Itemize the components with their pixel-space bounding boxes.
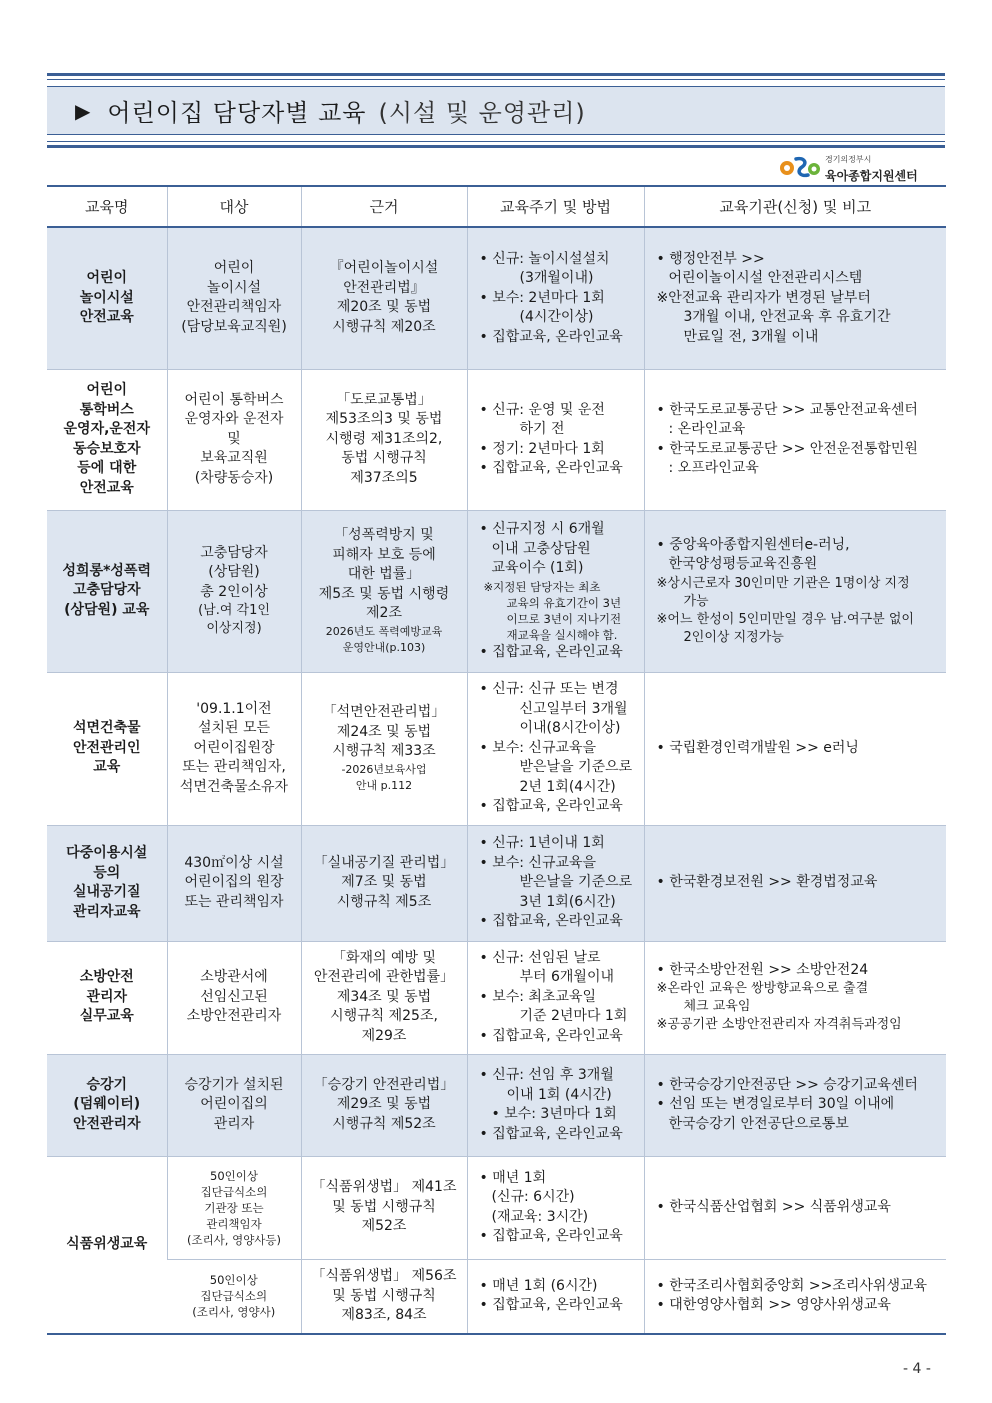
education-name: 안전교육 xyxy=(79,479,134,496)
basis-text: 제24조 및 동법 xyxy=(336,723,432,740)
method-cell xyxy=(467,369,644,510)
method-text: 3년 1회(6시간) xyxy=(519,893,616,910)
method-text: • 보수: 신규교육을 xyxy=(479,739,597,756)
basis-cell xyxy=(301,941,467,1054)
basis-text: 제29조 및 동법 xyxy=(336,1096,432,1113)
method-text: 2년 1회(4시간) xyxy=(519,778,616,795)
basis-text: 제52조 xyxy=(361,1218,407,1235)
table-row xyxy=(47,825,946,941)
org-cell xyxy=(644,1156,946,1259)
basis-text: 「성폭력방지 및 xyxy=(334,527,434,544)
basis-cell xyxy=(301,1156,467,1259)
page-number: - 4 - xyxy=(903,1361,931,1377)
education-name: 식품위생교육 xyxy=(66,1236,148,1252)
col-header-basis: 근거 xyxy=(301,186,467,227)
education-name: 다중이용시설 xyxy=(66,845,148,861)
basis-text: 제5조 및 동법 시행령 xyxy=(318,585,450,602)
method-text: • 집합교육, 온라인교육 xyxy=(479,798,623,815)
basis-cell xyxy=(301,227,467,369)
basis-text: 제37조의5 xyxy=(350,469,418,486)
play-arrow-icon: ▶ xyxy=(75,98,92,123)
method-text: • 신규: 운영 및 운전 xyxy=(479,401,605,418)
method-text: 이내 고충상담원 xyxy=(491,540,591,557)
org-text: • 선임 또는 변경일로부터 30일 이내에 xyxy=(656,1096,895,1113)
table-row xyxy=(47,672,946,825)
method-note: ※지정된 담당자는 최초 xyxy=(483,579,601,594)
method-text: 하기 전 xyxy=(519,421,565,437)
banner-bottom-rule xyxy=(47,145,945,148)
basis-text: -2026년보육사업 xyxy=(341,762,427,776)
basis-text: 제7조 및 동법 xyxy=(341,874,427,891)
education-name: 성희롱*성폭력 xyxy=(62,562,151,579)
basis-cell xyxy=(301,672,467,825)
method-note: 재교육을 실시해야 함. xyxy=(506,627,618,642)
org-cell xyxy=(644,825,946,941)
org-text: • 국립환경인력개발원 >> e러닝 xyxy=(656,739,859,756)
education-name: 관리자 xyxy=(86,988,128,1005)
method-text: • 집합교육, 온라인교육 xyxy=(479,1228,623,1244)
method-text: • 신규: 신규 또는 변경 xyxy=(479,681,619,698)
org-text: : 오프라인교육 xyxy=(668,460,759,476)
target-text: 선임신고된 xyxy=(200,988,268,1005)
basis-text: 「승강기 안전관리법」 xyxy=(313,1076,455,1093)
method-text: • 보수: 신규교육을 xyxy=(479,854,597,871)
method-text: (신규: 6시간) xyxy=(491,1189,575,1205)
org-text: 한국승강기 안전공단으로통보 xyxy=(668,1115,849,1132)
method-text: • 매년 1회 (6시간) xyxy=(479,1277,598,1294)
method-text: 받은날을 기준으로 xyxy=(519,759,633,776)
target-text: 운영자와 운전자 xyxy=(184,411,284,428)
target-text: 또는 관리책임자, xyxy=(182,759,286,776)
target-text: (조리사, 영양사) xyxy=(192,1305,276,1320)
org-text: • 한국승강기안전공단 >> 승강기교육센터 xyxy=(656,1076,918,1093)
table-row xyxy=(47,369,946,510)
education-name: 안전관리인 xyxy=(72,739,141,756)
method-text: 받은날을 기준으로 xyxy=(519,874,633,891)
org-cell xyxy=(644,1259,946,1334)
method-note: 교육의 유효기간이 3년 xyxy=(506,595,622,610)
target-text: 승강기가 설치된 xyxy=(184,1076,284,1093)
method-text: • 보수: 최초교육일 xyxy=(479,988,597,1005)
method-text: • 신규지정 시 6개월 xyxy=(479,521,605,537)
basis-text: 제2조 xyxy=(366,605,402,622)
col-header-method: 교육주기 및 방법 xyxy=(467,186,644,227)
basis-text: 및 동법 시행규칙 xyxy=(332,1198,436,1215)
basis-text: 「도로교통법」 xyxy=(336,391,432,408)
basis-text: 안내 p.112 xyxy=(355,778,413,792)
org-text: • 한국식품산업협회 >> 식품위생교육 xyxy=(656,1198,891,1215)
target-cell xyxy=(167,825,301,941)
target-cell xyxy=(167,227,301,369)
org-note: 체크 교육임 xyxy=(683,999,751,1015)
method-cell xyxy=(467,941,644,1054)
method-cell xyxy=(467,1259,644,1334)
education-name-cell xyxy=(47,672,167,825)
target-text: 50인이상 xyxy=(210,1168,258,1183)
org-note: ※공공기관 소방안전관리자 자격취득과정임 xyxy=(656,1017,902,1033)
target-text: 집단급식소의 xyxy=(200,1184,268,1199)
basis-text: 제29조 xyxy=(361,1027,407,1044)
education-name: 실무교육 xyxy=(79,1008,134,1025)
target-text: 또는 관리책임자 xyxy=(184,893,284,910)
method-cell xyxy=(467,1054,644,1156)
basis-cell xyxy=(301,825,467,941)
target-text: (조리사, 영양사등) xyxy=(186,1232,282,1247)
education-name-cell xyxy=(47,825,167,941)
education-name: 어린이 xyxy=(86,270,128,286)
target-text: (차량동승자) xyxy=(194,469,274,486)
method-text: • 보수: 2년마다 1회 xyxy=(479,289,605,306)
basis-text: 시행규칙 제25조, xyxy=(330,1008,438,1025)
basis-text: 동법 시행규칙 xyxy=(341,450,427,467)
table-row xyxy=(47,1259,946,1334)
education-name: 안전관리자 xyxy=(72,1115,141,1132)
education-name: 승강기 xyxy=(86,1076,128,1093)
table-header-row xyxy=(47,186,946,227)
logo-region-text: 경기의정부시 xyxy=(825,155,872,164)
org-note: ※상시근로자 30인미만 기관은 1명이상 지정 xyxy=(656,575,910,591)
org-text: • 한국도로교통공단 >> 안전운전통합민원 xyxy=(656,440,918,457)
education-name: 등의 xyxy=(93,864,121,881)
target-text: 어린이 xyxy=(213,260,255,277)
banner-box xyxy=(47,86,945,135)
basis-text: 제83조, 84조 xyxy=(341,1307,427,1323)
basis-cell xyxy=(301,510,467,672)
education-name: 소방안전 xyxy=(79,969,134,986)
education-table xyxy=(47,185,946,1335)
basis-cell xyxy=(301,369,467,510)
method-text: 이내(8시간이상) xyxy=(519,720,621,737)
basis-text: 시행규칙 제33조 xyxy=(332,743,436,760)
target-cell xyxy=(167,1054,301,1156)
basis-text: 및 동법 시행규칙 xyxy=(332,1287,436,1304)
target-text: 소방관서에 xyxy=(200,969,268,986)
basis-text: 제53조의3 및 동법 xyxy=(325,411,443,428)
target-cell xyxy=(167,1156,301,1259)
target-cell xyxy=(167,672,301,825)
education-name: 안전교육 xyxy=(79,309,134,325)
method-text: 이내 1회 (4시간) xyxy=(506,1086,612,1103)
education-name: 실내공기질 xyxy=(72,884,141,900)
education-name: 동승보호자 xyxy=(72,440,141,457)
basis-text: 시행규칙 제5조 xyxy=(336,893,432,910)
org-text: 어린이놀이시설 안전관리시스템 xyxy=(668,270,863,286)
center-logo xyxy=(778,152,948,182)
target-text: (담당보육교직원) xyxy=(181,318,287,335)
col-header-org: 교육기관(신청) 및 비고 xyxy=(644,186,946,227)
method-text: • 신규: 선임된 날로 xyxy=(479,949,601,966)
education-name: 관리자교육 xyxy=(72,903,141,920)
education-name: 석면건축물 xyxy=(72,720,141,737)
education-name: 놀이시설 xyxy=(79,289,134,306)
table-row xyxy=(47,1156,946,1259)
org-note: ※온라인 교육은 쌍방향교육으로 출결 xyxy=(656,981,869,997)
basis-text: 안전관리법』 xyxy=(343,279,425,296)
target-text: 관리자 xyxy=(213,1115,255,1132)
education-name: (상담원) 교육 xyxy=(64,601,150,618)
education-name-cell xyxy=(47,1054,167,1156)
org-cell xyxy=(644,941,946,1054)
basis-text: 대한 법률」 xyxy=(347,566,421,583)
method-text: • 집합교육, 온라인교육 xyxy=(479,643,623,660)
org-text: 한국양성평등교육진흥원 xyxy=(668,556,818,572)
org-text: 만료일 전, 3개월 이내 xyxy=(683,328,819,345)
title-banner xyxy=(47,73,945,148)
org-cell xyxy=(644,672,946,825)
method-text: (4시간이상) xyxy=(519,309,594,325)
basis-text: 시행령 제31조의2, xyxy=(325,430,443,447)
target-cell xyxy=(167,941,301,1054)
education-name-cell xyxy=(47,941,167,1054)
education-name-cell xyxy=(47,227,167,369)
center-logo-icon xyxy=(778,153,822,181)
banner-top-rule xyxy=(47,73,945,76)
org-cell xyxy=(644,369,946,510)
education-name: 통학버스 xyxy=(79,401,134,418)
org-text: • 한국소방안전원 >> 소방안전24 xyxy=(656,961,869,978)
target-text: 총 2인이상 xyxy=(200,583,268,600)
method-text: • 보수: 3년마다 1회 xyxy=(491,1106,617,1122)
org-note: 가능 xyxy=(683,593,709,609)
target-text: 설치된 모든 xyxy=(197,720,271,737)
org-text: • 한국조리사협회중앙회 >>조리사위생교육 xyxy=(656,1277,928,1294)
method-text: • 정기: 2년마다 1회 xyxy=(479,440,605,457)
org-text: • 행정안전부 >> xyxy=(656,250,765,267)
target-text: 보육교직원 xyxy=(200,450,268,467)
target-text: 석면건축물소유자 xyxy=(179,778,289,795)
method-cell xyxy=(467,672,644,825)
basis-text: 「화재의 예방 및 xyxy=(331,949,437,966)
method-text: (3개월이내) xyxy=(519,270,594,286)
table-row xyxy=(47,227,946,369)
target-text: (상담원) xyxy=(208,564,260,581)
basis-text: 시행규칙 제52조 xyxy=(332,1115,436,1132)
target-cell xyxy=(167,1259,301,1334)
method-text: • 집합교육, 온라인교육 xyxy=(479,328,623,345)
org-text: : 온라인교육 xyxy=(668,421,746,437)
target-text: 50인이상 xyxy=(209,1273,258,1288)
target-text: (남.여 각1인 xyxy=(198,603,270,619)
basis-text: 운영안내(p.103) xyxy=(342,640,426,654)
target-cell xyxy=(167,369,301,510)
target-text: 소방안전관리자 xyxy=(186,1008,282,1025)
basis-text: 「식품위생법」 제41조 xyxy=(311,1179,457,1196)
method-text: • 신규: 선임 후 3개월 xyxy=(479,1067,614,1083)
target-text: 고충담당자 xyxy=(200,544,268,561)
target-text: 이상지정) xyxy=(206,621,262,637)
org-text: • 한국도로교통공단 >> 교통안전교육센터 xyxy=(656,401,918,418)
org-note: ※어느 한성이 5인미만일 경우 남.여구분 없이 xyxy=(656,611,914,627)
org-text: 3개월 이내, 안전교육 후 유효기간 xyxy=(683,309,891,325)
banner-top-thin-rule xyxy=(47,79,945,80)
page-subtitle: (시설 및 운영관리) xyxy=(378,99,586,127)
method-cell xyxy=(467,825,644,941)
col-header-name: 교육명 xyxy=(47,186,167,227)
method-cell xyxy=(467,227,644,369)
basis-text: 「실내공기질 관리법」 xyxy=(313,854,455,871)
method-text: • 집합교육, 온라인교육 xyxy=(479,1027,623,1044)
method-text: • 매년 1회 xyxy=(479,1169,547,1186)
basis-text: 『어린이놀이시설 xyxy=(329,260,439,277)
method-text: 신고일부터 3개월 xyxy=(519,700,628,717)
target-cell xyxy=(167,510,301,672)
method-text: • 집합교육, 온라인교육 xyxy=(479,913,623,930)
method-text: • 집합교육, 온라인교육 xyxy=(479,1125,623,1142)
education-name: 등에 대한 xyxy=(77,460,137,476)
target-text: 어린이집원장 xyxy=(193,739,275,756)
basis-text: 제34조 및 동법 xyxy=(336,988,432,1005)
target-text: 관리책임자 xyxy=(206,1216,262,1231)
target-text: 놀이시설 xyxy=(206,279,262,296)
org-text: • 대한영양사협회 >> 영양사위생교육 xyxy=(656,1297,891,1314)
table-row xyxy=(47,510,946,672)
table-row xyxy=(47,941,946,1054)
org-text: • 중앙육아종합지원센터e-러닝, xyxy=(656,536,850,553)
basis-text: 「석면안전관리법」 xyxy=(322,704,446,721)
method-text: • 신규: 1년이내 1회 xyxy=(479,835,605,852)
basis-text: 2026년도 폭력예방교육 xyxy=(325,624,443,638)
education-name-cell xyxy=(47,369,167,510)
target-text: 및 xyxy=(227,430,241,447)
basis-text: 시행규칙 제20조 xyxy=(332,318,436,335)
method-text: 기준 2년마다 1회 xyxy=(519,1008,628,1025)
method-text: (재교육: 3시간) xyxy=(491,1208,589,1225)
target-text: '09.1.1이전 xyxy=(196,700,272,717)
method-text: • 집합교육, 온라인교육 xyxy=(479,1297,623,1314)
education-name: 어린이 xyxy=(86,382,128,398)
table-row xyxy=(47,1054,946,1156)
org-text: • 한국환경보전원 >> 환경법정교육 xyxy=(656,874,878,891)
education-name-cell xyxy=(47,1156,167,1334)
basis-text: 안전관리에 관한법률」 xyxy=(313,969,455,986)
method-text: • 집합교육, 온라인교육 xyxy=(479,460,623,476)
basis-cell xyxy=(301,1054,467,1156)
method-text: 부터 6개월이내 xyxy=(519,969,615,986)
method-text: 교육이수 (1회) xyxy=(491,560,584,576)
method-cell xyxy=(467,1156,644,1259)
education-name: 고충담당자 xyxy=(72,582,141,599)
col-header-target: 대상 xyxy=(167,186,301,227)
target-text: 어린이집의 원장 xyxy=(184,874,284,891)
target-text: 안전관리책임자 xyxy=(186,299,282,316)
education-name: 운영자,운전자 xyxy=(63,421,150,437)
education-name: 교육 xyxy=(93,759,121,776)
method-text: • 신규: 놀이시설설치 xyxy=(479,250,610,267)
target-text: 어린이집의 xyxy=(200,1096,268,1113)
page-title: 어린이집 담당자별 교육 xyxy=(107,99,367,127)
basis-text: 피해자 보호 등에 xyxy=(332,546,436,563)
method-cell xyxy=(467,510,644,672)
target-text: 430㎡이상 시설 xyxy=(184,854,284,871)
org-text: ※안전교육 관리자가 변경된 날부터 xyxy=(656,289,871,306)
logo-center-name: 육아종합지원센터 xyxy=(825,169,918,183)
target-text: 집단급식소의 xyxy=(200,1289,268,1304)
education-name-cell xyxy=(47,510,167,672)
target-text: 어린이 통학버스 xyxy=(184,391,284,408)
banner-bottom-thin-rule xyxy=(47,141,945,142)
target-text: 기관장 또는 xyxy=(204,1200,264,1215)
basis-text: 「식품위생법」 제56조 xyxy=(311,1268,457,1284)
org-note: 2인이상 지정가능 xyxy=(683,629,784,645)
org-cell xyxy=(644,227,946,369)
basis-cell xyxy=(301,1259,467,1334)
method-note: 이므로 3년이 지나기전 xyxy=(506,611,622,626)
org-cell xyxy=(644,1054,946,1156)
basis-text: 제20조 및 동법 xyxy=(336,299,432,316)
education-name: (덤웨이터) xyxy=(73,1096,141,1113)
org-cell xyxy=(644,510,946,672)
